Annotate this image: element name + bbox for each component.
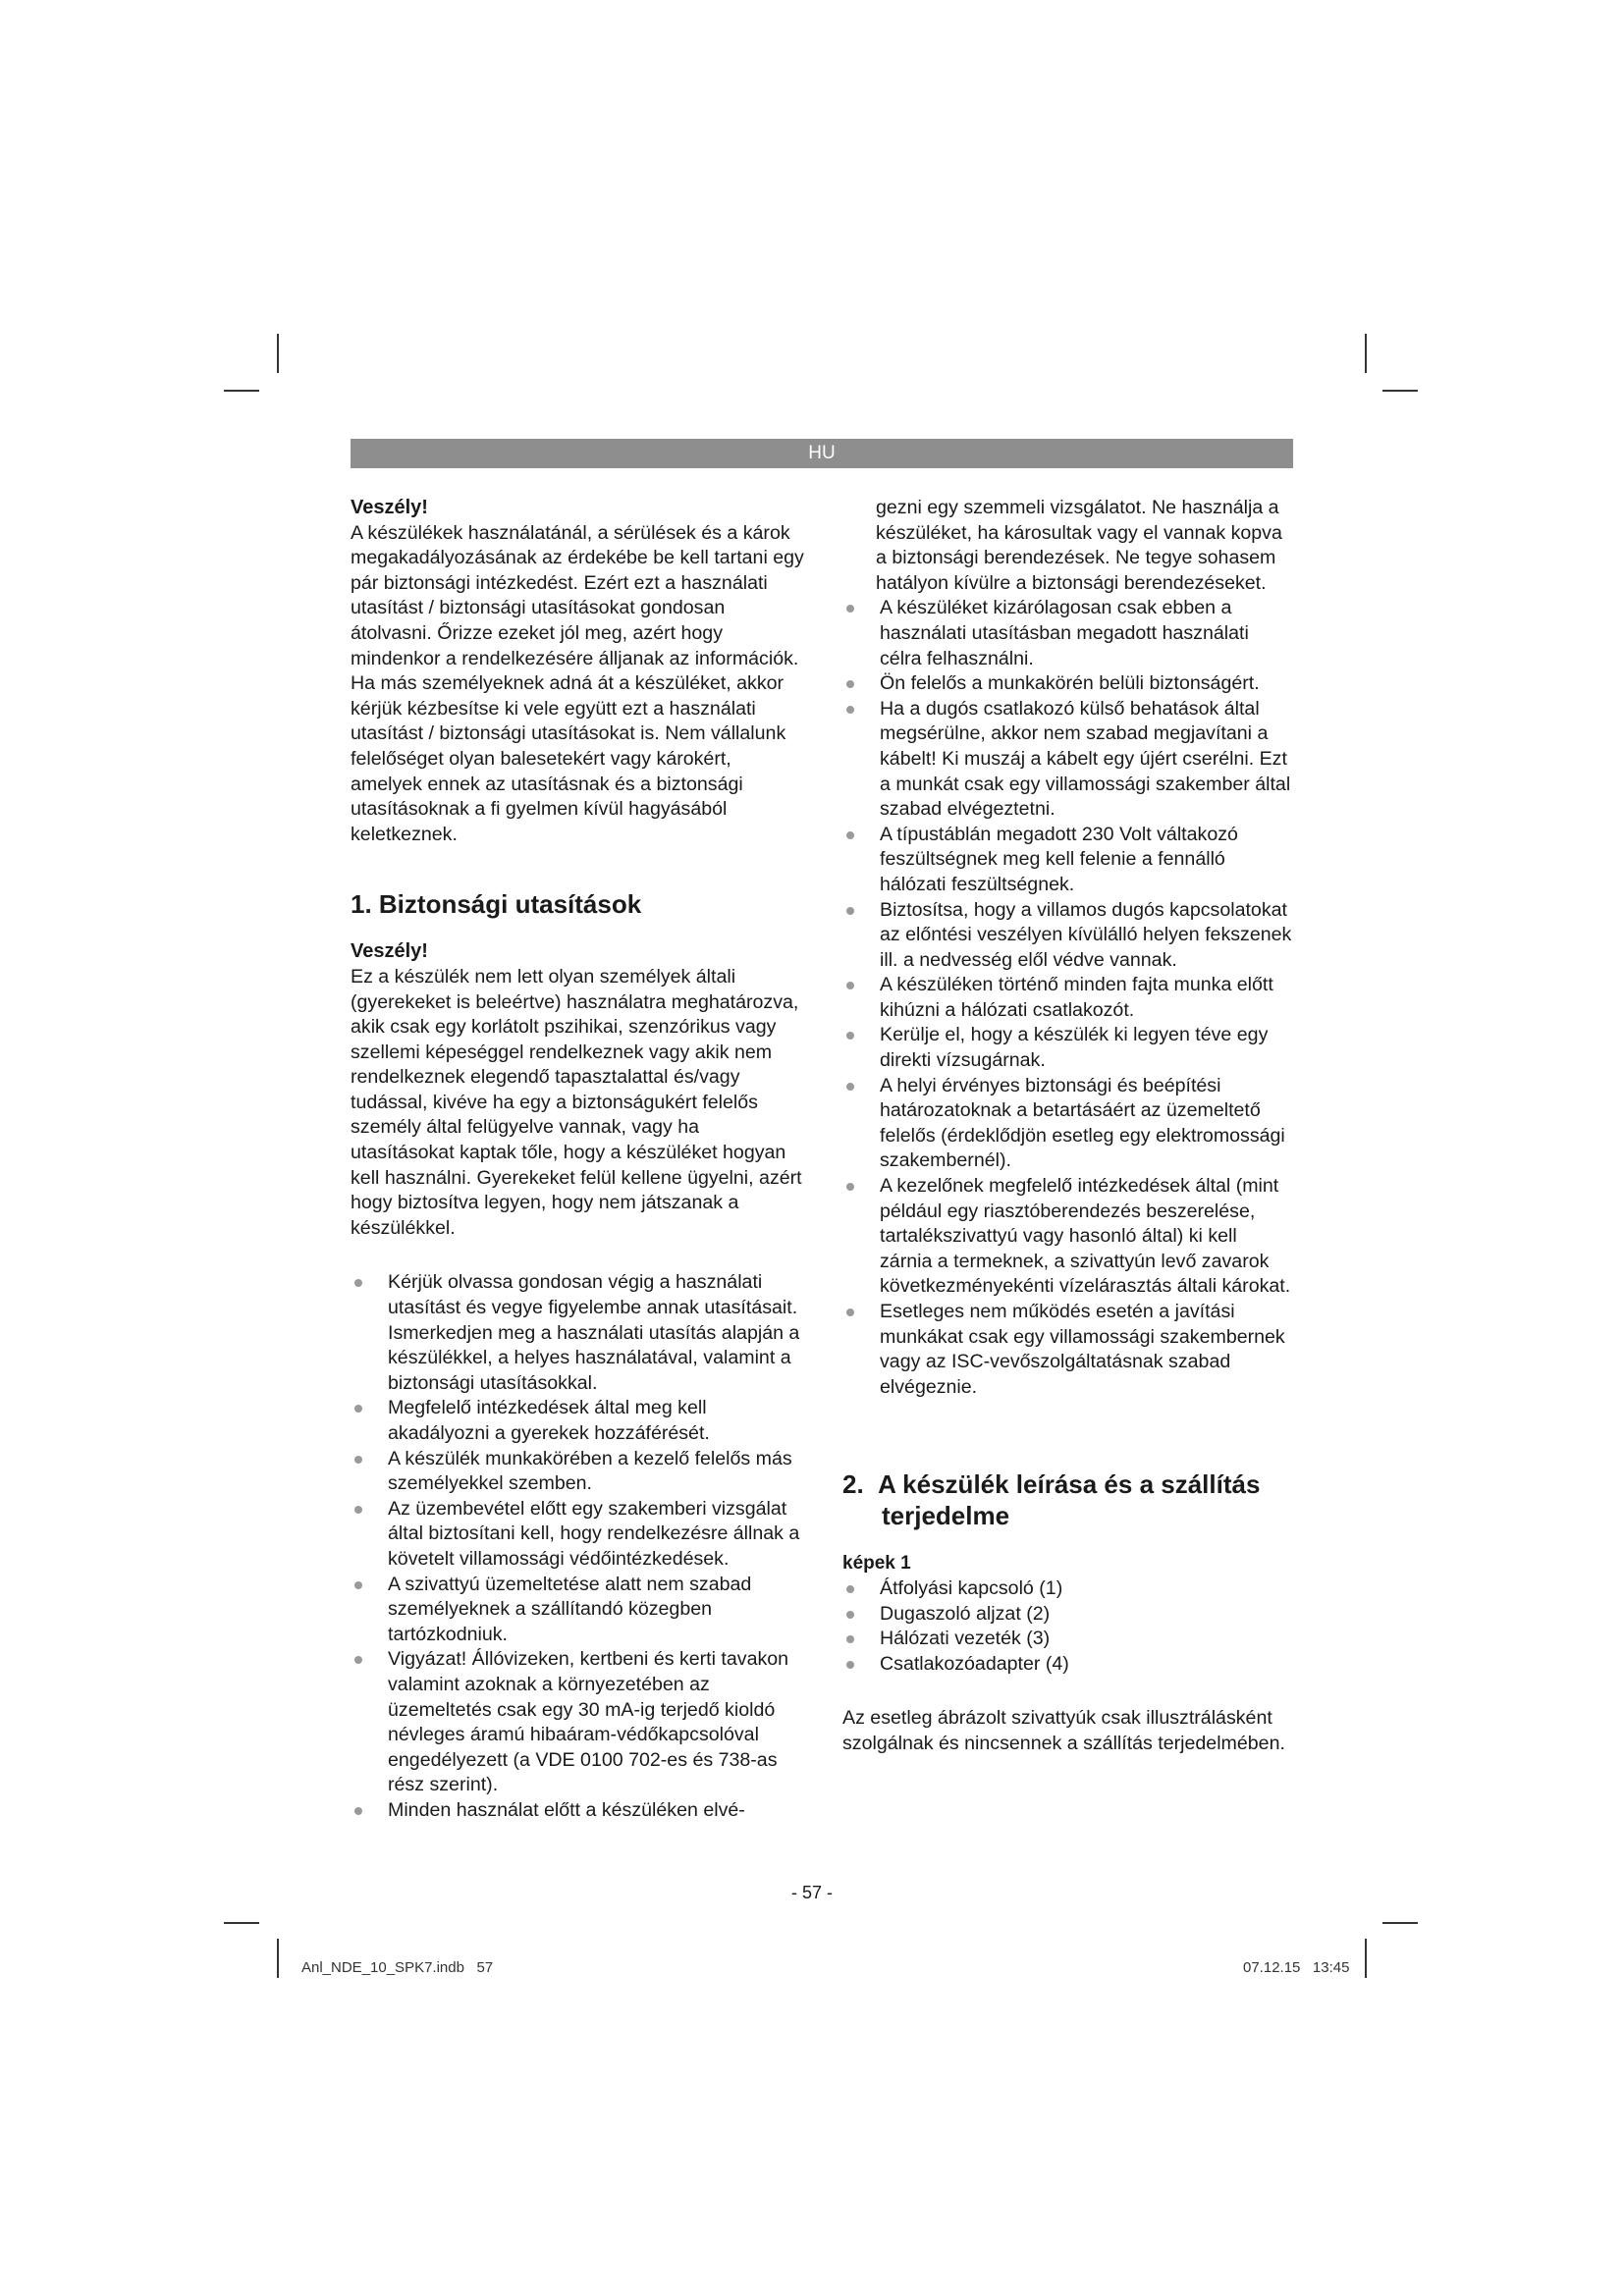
list-item: Hálózati vezeték (3) [842,1627,1294,1652]
list-item: A típustáblán megadott 230 Volt váltakozó feszültségnek meg kell felenie a fennálló hálózati feszültségnek. [842,823,1294,898]
parts-list [842,1576,1294,1677]
page-number: - 57 - [790,1883,833,1902]
bullet-icon [354,1506,362,1514]
safety-list [842,596,1294,1400]
list-item: Átfolyási kapcsoló (1) [842,1576,1294,1602]
bullet-icon [846,831,854,839]
bullet-icon [846,605,854,613]
list-item: Dugaszoló aljzat (2) [842,1602,1294,1628]
section-heading: 2. A készülék leírása és a szállítás terjedelme [842,1469,1261,1531]
list-item: A készülék munkakörében a kezelő felelős más személyekkel szemben. [351,1447,808,1497]
list-item: Kerülje el, hogy a készülék ki legyen téve egy direkti vízsugárnak. [842,1023,1294,1073]
crop-mark [277,1939,279,1978]
list-item: Kérjük olvassa gondosan végig a használati utasítást és vegye figyelembe annak utasításait. Ismerkedjen meg a használati utasítás alapján a készülékkel, a helyes használatával, valamint a biztonsági utasításokkal. [351,1270,808,1396]
list-item: A szivattyú üzemeltetése alatt nem szabad személyeknek a szállítandó közegben tartózkodniuk. [351,1573,808,1648]
right-column [842,496,1294,1757]
bullet-icon [846,1585,854,1593]
list-item: Csatlakozóadapter (4) [842,1652,1294,1678]
list-item: Vigyázat! Állóvizeken, kertbeni és kerti tavakon valamint azoknak a környezetében az üzemeltetés csak egy 30 mA-ig terjedő kioldó névleges áramú hibaáram-védőkapcsolóval engedélyezett (a VDE 0100 702-es és 738-as rész szerint). [351,1647,808,1798]
warning-title: Veszély! [351,940,428,963]
bullet-icon [846,1635,854,1643]
list-item: Megfelelő intézkedések által meg kell akadályozni a gyerekek hozzáférését. [351,1396,808,1446]
crop-mark [224,390,259,392]
bullet-icon [354,1456,362,1464]
list-item: Ön felelős a munkakörén belüli biztonságért. [842,671,1294,697]
crop-mark [1382,1922,1418,1924]
safety-list [351,1270,808,1823]
list-item: A készüléket kizárólagosan csak ebben a használati utasításban megadott használati célra felhasználni. [842,596,1294,671]
continued-text: gezni egy szemmeli vizsgálatot. Ne használja a készüléket, ha károsultak vagy el vannak kopva a biztonsági berendezések. Ne tegye sohasem hatályon kívülre a biztonsági berendezéseket. [876,497,1282,594]
warning-text: A készülékek használatánál, a sérülések és a károk megakadályozásának az érdekébe be kell tartani egy pár biztonsági intézkedést. Ezért ezt a használati utasítást / biztonsági utasításokat gondosan átolvasni. Őrizze ezeket jól meg, azért hogy mindenkor a rendelkezésére álljanak az információk. Ha más személyeknek adná át a készüléket, akkor kérjük kézbesítse ki vele együtt ezt a használati utasítást / biztonsági utasításokat is. Nem vállalunk felelőséget olyan balesetekért vagy károkért, amelyek ennek az utasításnak és a biztonsági utasításoknak a fi gyelmen kívül hagyásából keletkeznek. [351,521,804,845]
language-code: HU [808,443,836,463]
list-item: Ha a dugós csatlakozó külső behatások által megsérülne, akkor nem szabad megjavítani a kábelt! Ki muszáj a kábelt egy újért cserélni. Ezt a munkát csak egy villamossági szakember által szabad elvégeztetni. [842,697,1294,823]
bullet-icon [846,706,854,714]
footer-file: Anl_NDE_10_SPK7.indb 57 [301,1959,494,1976]
crop-mark [1365,334,1367,373]
crop-mark [1365,1939,1367,1978]
figure-label: képek 1 [842,1553,911,1575]
footer-timestamp: 07.12.15 13:45 [1243,1959,1350,1976]
bullet-icon [354,1656,362,1664]
section-heading: 1. Biztonsági utasítások [351,889,642,920]
bullet-icon [846,907,854,915]
bullet-icon [846,1661,854,1669]
list-item: A kezelőnek megfelelő intézkedések által (mint például egy riasztóberendezés beszerelése, tartalékszivattyú vagy hasonló által) ki kell zárnia a termeknek, a szivattyún levő zavarok következményekénti vízelárasztás általi károkat. [842,1174,1294,1300]
crop-mark [277,334,279,373]
bullet-icon [354,1279,362,1287]
bullet-icon [846,1183,854,1191]
crop-mark [1382,390,1418,392]
bullet-icon [354,1405,362,1413]
bullet-icon [846,680,854,688]
list-item: A készüléken történő minden fajta munka előtt kihúzni a hálózati csatlakozót. [842,973,1294,1023]
list-item: Minden használat előtt a készüléken elvé- [351,1798,808,1824]
list-item: Biztosítsa, hogy a villamos dugós kapcsolatokat az előntési veszélyen kívülálló helyen fekszenek ill. a nedvesség elől védve vannak. [842,898,1294,974]
bullet-icon [846,982,854,989]
bullet-icon [846,1032,854,1040]
language-header-bar [351,439,1293,468]
note-text: Az esetleg ábrázolt szivattyúk csak illusztrálásként szolgálnak és nincsennek a szállítás terjedelmében. [842,1707,1285,1754]
bullet-icon [846,1083,854,1091]
list-item: A helyi érvényes biztonsági és beépítési határozatoknak a betartásáért az üzemeltető felelős (érdeklődjön esetleg egy elektromossági szakembernél). [842,1074,1294,1174]
bullet-icon [354,1581,362,1589]
warning-text: Ez a készülék nem lett olyan személyek általi (gyerekeket is beleértve) használatra meghatározva, akik csak egy korlátolt pszihikai, szenzórikus vagy szellemi képeséggel rendelkeznek vagy akik nem rendelkeznek elegendő tapasztalattal és/vagy tudással, kivéve ha egy a biztonságukért felelős személy által felügyelve vannak, vagy ha utasításokat kaptak tőle, hogy a készüléket hogyan kell használni. Gyerekeket felül kellene ügyelni, azért hogy biztosítva legyen, hogy nem játszanak a készülékkel. [351,965,802,1239]
bullet-icon [846,1308,854,1316]
list-item: Az üzembevétel előtt egy szakemberi vizsgálat által biztosítani kell, hogy rendelkezésre állnak a követelt villamossági védőintézkedések. [351,1497,808,1573]
bullet-icon [354,1807,362,1815]
crop-mark [224,1922,259,1924]
bullet-icon [846,1611,854,1619]
list-item: Esetleges nem működés esetén a javítási munkákat csak egy villamossági szakembernek vagy az ISC-vevőszolgáltatásnak szabad elvégeznie. [842,1300,1294,1400]
warning-title: Veszély! [351,497,428,518]
left-column [351,496,808,1824]
